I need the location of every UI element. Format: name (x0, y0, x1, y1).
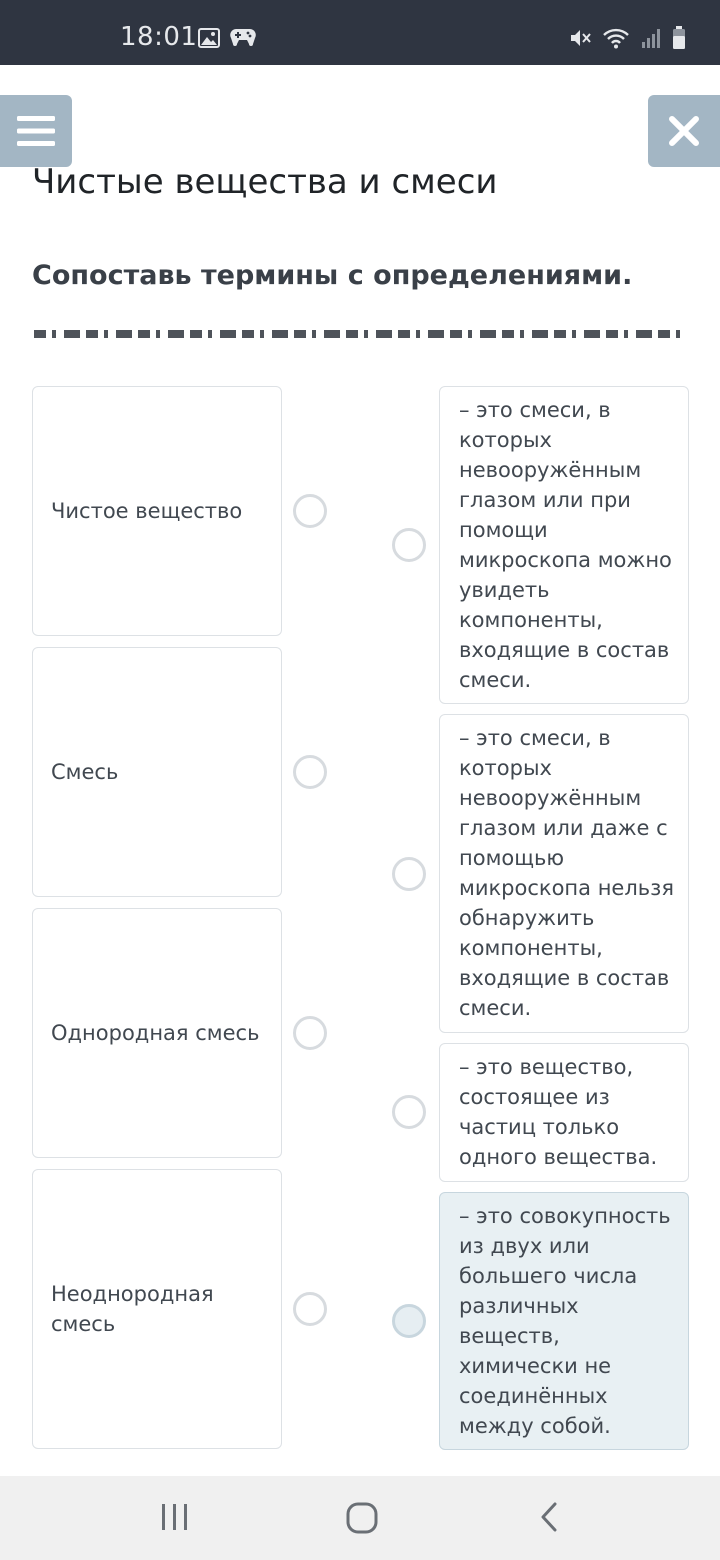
term-label: Чистое вещество (51, 499, 243, 523)
back-icon (538, 1502, 560, 1532)
term-card-homogeneous-mixture[interactable] (32, 908, 282, 1158)
image-icon (198, 28, 220, 48)
page-title: Чистые вещества и смеси (32, 162, 498, 202)
close-icon (669, 116, 699, 146)
definition-card-1[interactable] (439, 386, 689, 704)
recent-apps-icon (160, 1502, 190, 1532)
term-card-heterogeneous-mixture[interactable] (32, 1169, 282, 1449)
term-connector-2[interactable] (293, 755, 327, 789)
term-card-mixture[interactable] (32, 647, 282, 897)
definition-text: – это вещество, состоящее из частиц только одного вещества. (459, 1055, 658, 1169)
home-icon (346, 1502, 378, 1534)
term-connector-1[interactable] (293, 494, 327, 528)
menu-button[interactable] (0, 95, 72, 167)
signal-icon (640, 27, 662, 49)
definition-text: – это смеси, в которых невооружённым глазом или при помощи микроскопа можно увидеть компоненты, входящие в состав смеси. (459, 398, 672, 692)
navigation-bar (0, 1476, 720, 1560)
definition-connector-1[interactable] (392, 528, 426, 562)
status-icons-left (198, 28, 256, 48)
term-label: Смесь (51, 760, 119, 784)
close-button[interactable] (648, 95, 720, 167)
definition-card-3[interactable] (439, 1043, 689, 1182)
wifi-icon (602, 27, 630, 49)
back-button[interactable] (538, 1502, 560, 1537)
definition-text: – это совокупность из двух или большего числа различных веществ, химически не соединённых между собой. (459, 1204, 671, 1438)
hamburger-icon (17, 116, 55, 146)
definition-text: – это смеси, в которых невооружённым глазом или даже с помощью микроскопа нельзя обнаружить компоненты, входящие в состав смеси. (459, 726, 674, 1020)
battery-icon (672, 26, 686, 50)
term-card-pure-substance[interactable] (32, 386, 282, 636)
definition-card-2[interactable] (439, 714, 689, 1033)
recent-apps-button[interactable] (160, 1502, 190, 1537)
status-time: 18:01 (120, 22, 198, 52)
term-label: Однородная смесь (51, 1021, 260, 1045)
definition-connector-4[interactable] (392, 1304, 426, 1338)
definition-connector-3[interactable] (392, 1095, 426, 1129)
term-connector-3[interactable] (293, 1016, 327, 1050)
gamepad-icon (230, 28, 256, 46)
definition-connector-2[interactable] (392, 857, 426, 891)
home-button[interactable] (346, 1502, 378, 1539)
question-instruction: Сопоставь термины с определениями. (32, 260, 633, 291)
mute-icon (568, 26, 592, 50)
dashed-divider (34, 330, 688, 338)
definition-card-4[interactable] (439, 1192, 689, 1450)
status-bar (0, 0, 720, 65)
status-icons-right (568, 26, 686, 50)
term-label: Неоднородная смесь (51, 1282, 214, 1336)
term-connector-4[interactable] (293, 1292, 327, 1326)
